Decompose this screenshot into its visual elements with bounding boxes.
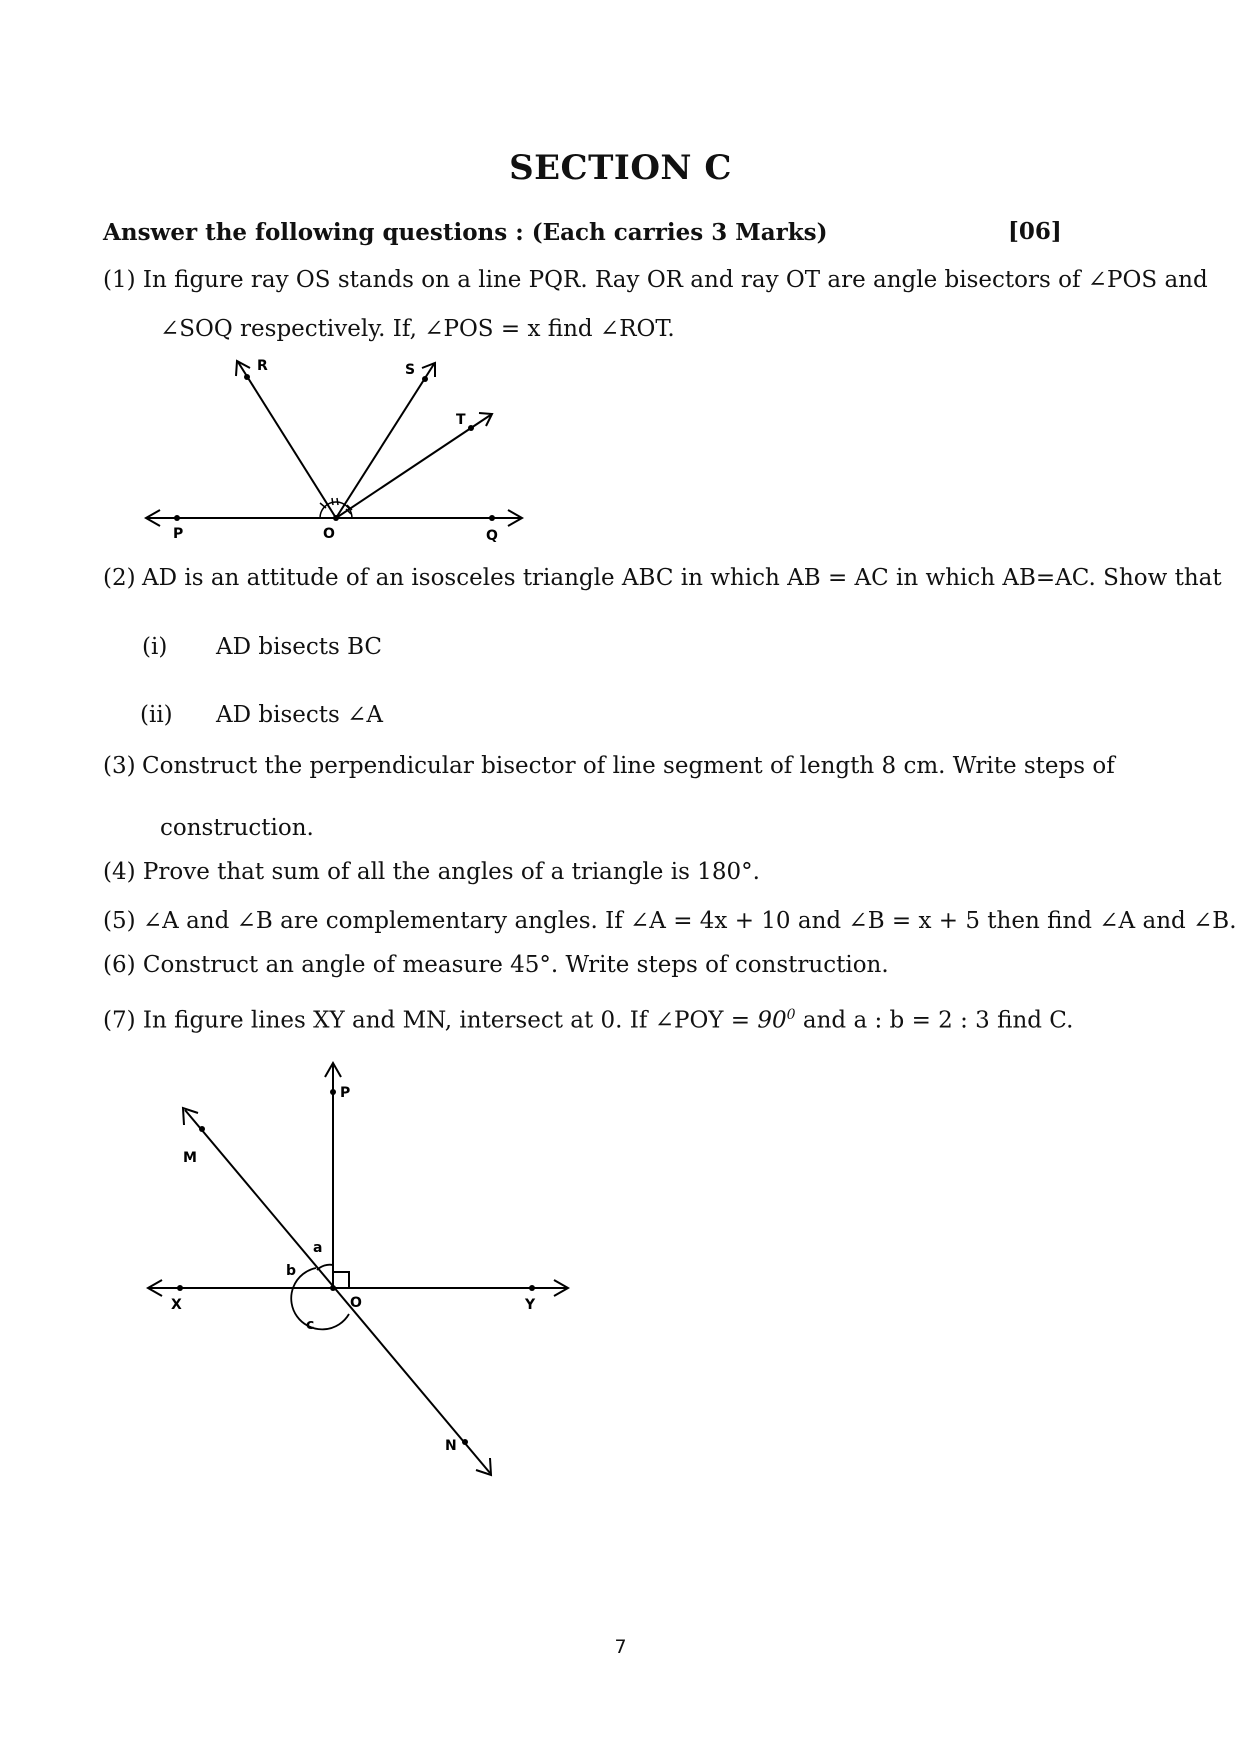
q1-line1: (1) In figure ray OS stands on a line PQR. Ray OR and ray OT are angle bisectors of ∠POS and — [103, 267, 1208, 293]
q7-label-y: Y — [525, 1297, 536, 1313]
q2-number: (2) — [103, 565, 136, 591]
q7-figure — [140, 1055, 580, 1485]
q2-sub2-number: (ii) — [140, 702, 173, 728]
q7-angle-value: 90 — [757, 1007, 787, 1034]
q1-label-p: P — [173, 526, 184, 542]
q7-label-m: M — [183, 1150, 197, 1166]
q7-text-pre: (7) In figure lines XY and MN, intersect at 0. If ∠POY = — [103, 1007, 758, 1034]
q1-label-o: O — [323, 526, 335, 542]
page-number: 7 — [614, 1636, 627, 1658]
q7-label-x: X — [171, 1297, 182, 1313]
q7-label-o: O — [350, 1295, 362, 1311]
q6-text: (6) Construct an angle of measure 45°. Write steps of construction. — [103, 952, 889, 978]
q5-text: (5) ∠A and ∠B are complementary angles. If ∠A = 4x + 10 and ∠B = x + 5 then find ∠A and ∠B. — [103, 908, 1237, 934]
q2-sub1-number: (i) — [142, 634, 168, 660]
q7-label-a: a — [313, 1240, 323, 1256]
q1-line2: ∠SOQ respectively. If, ∠POS = x find ∠ROT. — [160, 316, 675, 342]
instruction-text: Answer the following questions : (Each carries 3 Marks) — [103, 219, 828, 246]
q3-number: (3) — [103, 753, 136, 779]
q7-label-p: P — [340, 1085, 351, 1101]
q1-label-s: S — [405, 362, 416, 378]
q2-sub2-text: AD bisects ∠A — [216, 702, 383, 728]
q7-label-b: b — [286, 1263, 297, 1279]
q7-angle-sup: 0 — [786, 1007, 796, 1023]
q1-label-q: Q — [486, 528, 498, 544]
q7-label-n: N — [445, 1438, 457, 1454]
q3-continuation: construction. — [160, 815, 314, 841]
q2-sub1-text: AD bisects BC — [216, 634, 383, 660]
q7-text-post: and a : b = 2 : 3 find C. — [795, 1007, 1074, 1034]
q3-text: Construct the perpendicular bisector of line segment of length 8 cm. Write steps of — [142, 753, 1115, 779]
q7-label-c: c — [306, 1317, 315, 1333]
q1-figure — [140, 350, 540, 550]
section-title: SECTION C — [509, 148, 732, 188]
q1-label-t: T — [456, 412, 466, 428]
q4-text: (4) Prove that sum of all the angles of a triangle is 180°. — [103, 859, 760, 885]
q7-text — [103, 1000, 1073, 1036]
q1-label-r: R — [257, 358, 268, 374]
q2-text: AD is an attitude of an isosceles triangle ABC in which AB = AC in which AB=AC. Show that — [142, 565, 1222, 591]
marks-label: [06] — [1008, 218, 1062, 245]
